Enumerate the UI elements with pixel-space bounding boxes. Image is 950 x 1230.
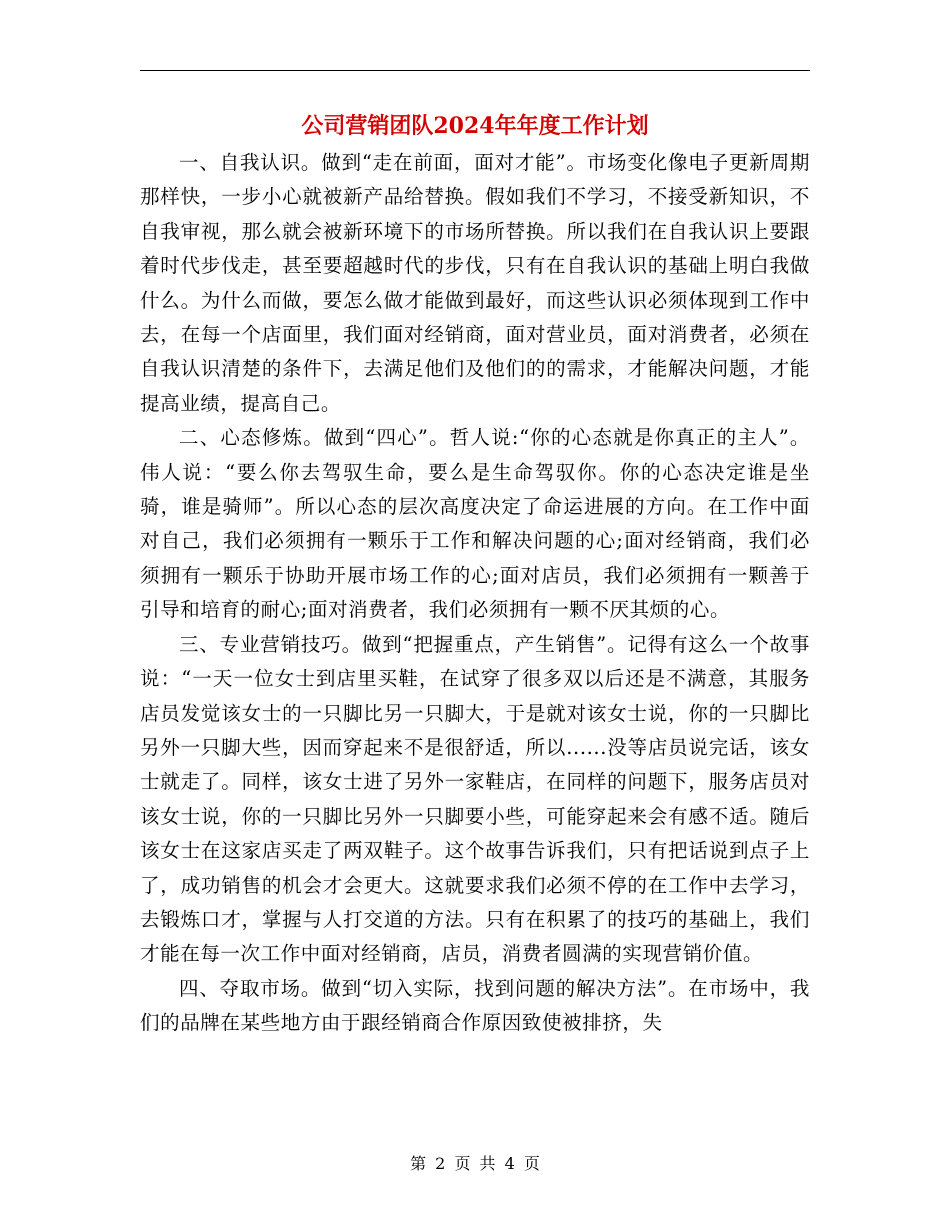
header-rule: [140, 70, 810, 71]
page-footer: 第 2 页 共 4 页: [410, 1154, 540, 1173]
document-title: 公司营销团队2024年年度工作计划: [301, 113, 649, 139]
document-body: [140, 146, 810, 1041]
paragraph-market: 四、夺取市场。做到“切入实际，找到问题的解决方法”。在市场中，我们的品牌在某些地方由于跟经销商合作原因致使被排挤，失: [140, 976, 810, 1035]
paragraph-mindset: 二、心态修炼。做到“四心”。哲人说:“你的心态就是你真正的主人”。伟人说：“要么你去驾驭生命，要么是生命驾驭你。你的心态决定谁是坐骑，谁是骑师”。所以心态的层次高度决定了命运进展的方向。在工作中面对自己，我们必须拥有一颗乐于工作和解决问题的心;面对经销商，我们必须拥有一颗乐于协助开展市场工作的心;面对店员，我们必须拥有一颗善于引导和培育的耐心;面对消费者，我们必须拥有一颗不厌其烦的心。: [140, 426, 810, 622]
paragraph-sales-skills: 三、专业营销技巧。做到“把握重点，产生销售”。记得有这么一个故事说：“一天一位女士到店里买鞋，在试穿了很多双以后还是不满意，其服务店员发觉该女士的一只脚比另一只脚大，于是就对该女士说，你的一只脚比另外一只脚大些，因而穿起来不是很舒适，所以......没等店员说完话，该女士就走了。同样，该女士进了另外一家鞋店，在同样的问题下，服务店员对该女士说，你的一只脚比另外一只脚要小些，可能穿起来会有感不适。随后该女士在这家店买走了两双鞋子。这个故事告诉我们，只有把话说到点子上了，成功销售的机会才会更大。这就要求我们必须不停的在工作中去学习，去锻炼口才，掌握与人打交道的方法。只有在积累了的技巧的基础上，我们才能在每一次工作中面对经销商，店员，消费者圆满的实现营销价值。: [140, 632, 810, 966]
paragraph-self-awareness: 一、自我认识。做到“走在前面，面对才能”。市场变化像电子更新周期那样快，一步小心就被新产品给替换。假如我们不学习，不接受新知识，不自我审视，那么就会被新环境下的市场所替换。所以我们在自我认识上要跟着时代步伐走，甚至要超越时代的步伐，只有在自我认识的基础上明白我做什么。为什么而做，要怎么做才能做到最好，而这些认识必须体现到工作中去，在每一个店面里，我们面对经销商，面对营业员，面对消费者，必须在自我认识清楚的条件下，去满足他们及他们的的需求，才能解决问题，才能提高业绩，提高自己。: [140, 151, 810, 415]
